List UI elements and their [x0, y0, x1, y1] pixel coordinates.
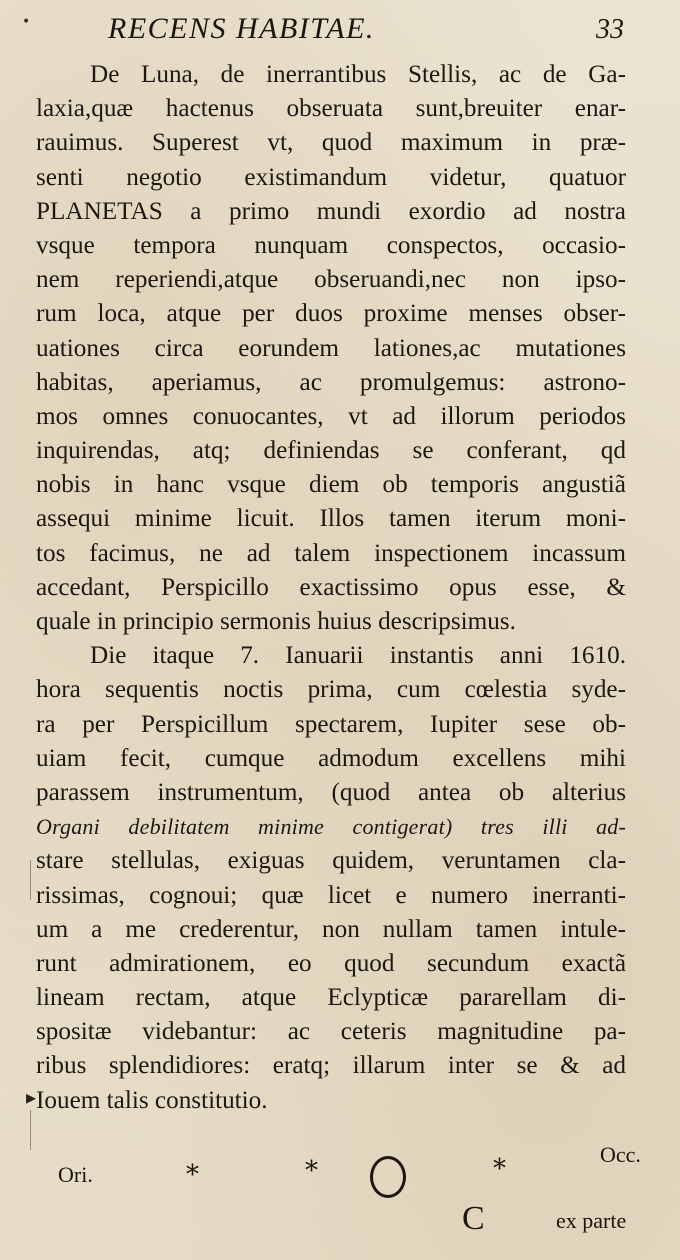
margin-mark: ▸ [26, 1085, 37, 1109]
text-line: Die itaque 7. Ianuarii instantis anni 1610. [90, 642, 626, 670]
text-line: Iouem talis constitutio. [36, 1086, 268, 1114]
text-line: uationes circa eorundem lationes,ac mutationes [36, 334, 626, 362]
margin-rule [30, 860, 31, 900]
text-line: laxia,quæ hactenus obseruata sunt,breuiter enar- [36, 95, 626, 123]
text-line: nobis in hanc vsque diem ob temporis angustiã [36, 471, 626, 499]
text-line: runt admirationem, eo quod secundum exactã [36, 949, 626, 977]
text-line: habitas, aperiamus, ac promulgemus: astrono- [36, 368, 626, 396]
text-line: quale in principio sermonis huius descripsimus. [36, 608, 516, 635]
text-line: stare stellulas, exiguas quidem, veruntamen cla- [36, 847, 626, 875]
west-label: Occ. [600, 1142, 641, 1167]
text-line: lineam rectam, atque Eclypticæ pararellam di- [36, 984, 626, 1012]
text-line: PLANETAS a primo mundi exordio ad nostra [36, 197, 626, 225]
text-line: accedant, Perspicillo exactissimo opus esse, & [36, 573, 626, 601]
text-line: vsque tempora nunquam conspectos, occasio- [36, 231, 626, 259]
text-line: tos facimus, ne ad talem inspectionem incassum [36, 539, 626, 567]
body-text [36, 58, 626, 1118]
page-number: 33 [596, 14, 624, 45]
page-header [0, 8, 680, 48]
text-line: inquirendas, atq; definiendas se conferant, qd [36, 437, 626, 465]
corner-ornament: • [22, 14, 31, 30]
text-line: nem reperiendi,atque obseruandi,nec non ipso- [36, 266, 626, 294]
text-line: hora sequentis noctis prima, cum cœlestia syde- [36, 676, 626, 704]
jupiter-circle [370, 1156, 406, 1198]
text-line: Organi debilitatem minime contigerat) tres illi ad- [36, 814, 626, 840]
star-glyph: * [493, 1154, 506, 1184]
text-line: uiam fecit, cumque admodum excellens mihi [36, 744, 626, 772]
text-line: spositæ videbantur: ac ceteris magnitudine pa- [36, 1018, 626, 1046]
text-line: rauimus. Superest vt, quod maximum in præ- [36, 129, 626, 157]
catchword: ex parte [556, 1208, 627, 1233]
text-line: rum loca, atque per duos proxime menses obser- [36, 300, 626, 328]
text-line: De Luna, de inerrantibus Stellis, ac de Ga- [90, 61, 626, 88]
text-line: senti negotio existimandum videtur, quatuor [36, 163, 626, 191]
text-line: parassem instrumentum, (quod antea ob alterius [36, 778, 626, 806]
catchword-glyph: C [462, 1200, 485, 1237]
running-head: RECENS HABITAE. [108, 12, 375, 45]
east-label: Ori. [58, 1162, 93, 1187]
star-glyph: * [305, 1156, 318, 1186]
text-line: ra per Perspicillum spectarem, Iupiter sese ob- [36, 710, 626, 738]
star-glyph: * [186, 1160, 199, 1190]
text-line: ribus splendidiores: eratq; illarum inter se & ad [36, 1052, 626, 1080]
text-line: mos omnes conuocantes, vt ad illorum periodos [36, 402, 626, 430]
text-line: assequi minime licuit. Illos tamen iterum moni- [36, 505, 626, 533]
text-line: um a me crederentur, non nullam tamen intule- [36, 915, 626, 943]
text-line: rissimas, cognoui; quæ licet e numero inerranti- [36, 881, 626, 909]
jupiter-diagram [0, 1140, 680, 1250]
